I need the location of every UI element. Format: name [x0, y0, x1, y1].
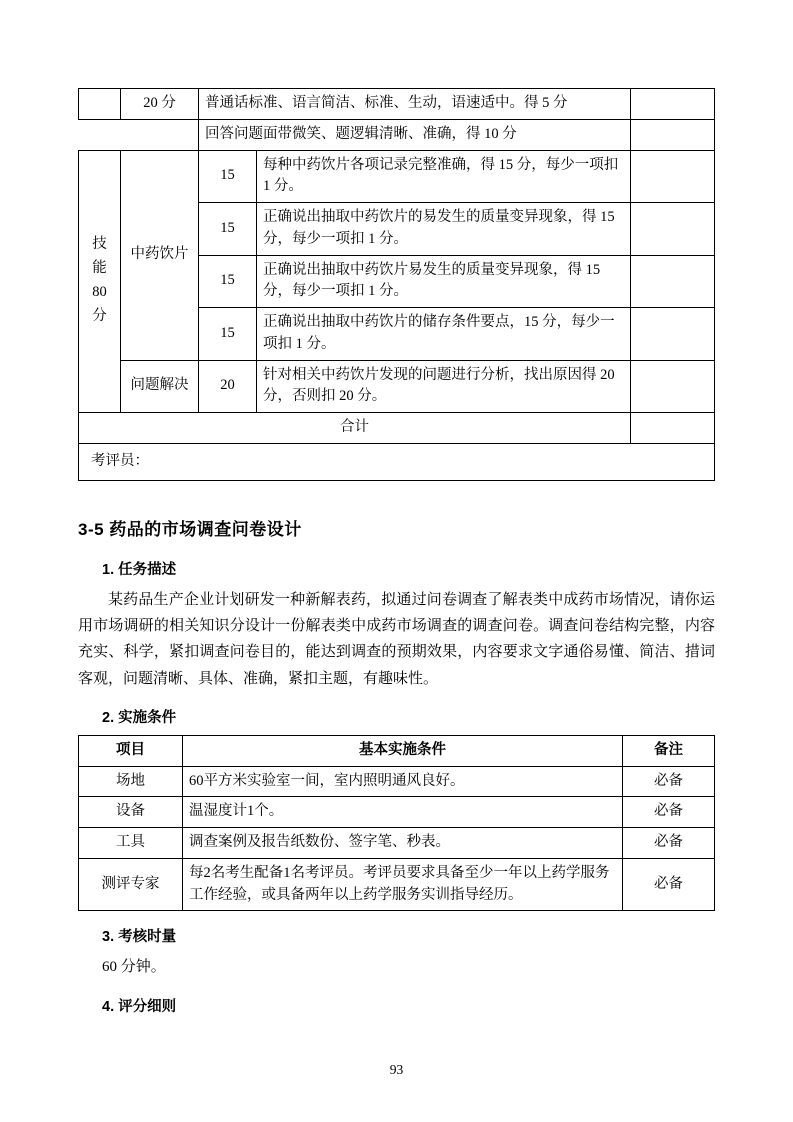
- score-cell-desc: 针对相关中药饮片发现的问题进行分析，找出原因得 20 分，否则扣 20 分。: [257, 360, 631, 413]
- score-cell-desc: 正确说出抽取中药饮片的储存条件要点，15 分，每少一项扣 1 分。: [257, 308, 631, 361]
- score-cell-points: 20: [199, 360, 257, 413]
- table-row: [79, 360, 715, 413]
- score-cell-desc: 正确说出抽取中药饮片易发生的质量变异现象，得 15 分，每少一项扣 1 分。: [257, 255, 631, 308]
- table-row: [79, 828, 715, 859]
- conditions-table: [78, 735, 715, 912]
- score-cell-desc: 普通话标准、语言简洁、标准、生动，语速适中。得 5 分: [199, 89, 631, 120]
- page-number: 93: [389, 1062, 404, 1077]
- subsection-scoring-title: 4. 评分细则: [102, 998, 177, 1015]
- score-cell-points: 15: [199, 150, 257, 203]
- table-row: [79, 150, 715, 203]
- conditions-cell-condition: 每2名考生配备1名考评员。考评员要求具备至少一年以上药学服务工作经验，或具备两年以上药学服务实训指导经历。: [183, 858, 623, 911]
- column-header-condition: 基本实施条件: [183, 735, 623, 766]
- subsection-duration-title: 3. 考核时量: [102, 929, 177, 946]
- score-cell-item: 20 分: [121, 89, 199, 120]
- score-cell-desc: 每种中药饮片各项记录完整准确，得 15 分，每少一项扣 1 分。: [257, 150, 631, 203]
- conditions-cell-condition: 温湿度计1个。: [183, 797, 623, 828]
- score-cell-desc: 正确说出抽取中药饮片的易发生的质量变异现象，得 15 分，每少一项扣 1 分。: [257, 203, 631, 256]
- column-header-note: 备注: [623, 735, 715, 766]
- score-cell-desc: 回答问题面带微笑、题逻辑清晰、准确，得 10 分: [199, 119, 631, 150]
- conditions-cell-project: 场地: [79, 766, 183, 797]
- score-cell-note: [631, 89, 715, 120]
- conditions-cell-note: 必备: [623, 766, 715, 797]
- score-total-label: 合计: [79, 413, 631, 444]
- score-cell-points: 15: [199, 255, 257, 308]
- score-cell-item-problem: 问题解决: [121, 360, 199, 413]
- conditions-cell-note: 必备: [623, 858, 715, 911]
- table-row-total: [79, 413, 715, 444]
- subsection-task-description-title: 1. 任务描述: [102, 561, 177, 578]
- score-cell-category: [79, 89, 121, 120]
- conditions-cell-project: 设备: [79, 797, 183, 828]
- table-row: [79, 119, 715, 150]
- score-cell-note: [631, 360, 715, 413]
- table-header-row: [79, 735, 715, 766]
- section-title: 3-5 药品的市场调查问卷设计: [78, 519, 302, 539]
- table-row-examiner: [79, 443, 715, 480]
- table-row: [79, 858, 715, 911]
- conditions-cell-note: 必备: [623, 828, 715, 859]
- conditions-cell-project: 测评专家: [79, 858, 183, 911]
- conditions-cell-condition: 60平方米实验室一间，室内照明通风良好。: [183, 766, 623, 797]
- score-cell-note: [631, 203, 715, 256]
- conditions-cell-project: 工具: [79, 828, 183, 859]
- table-row: [79, 797, 715, 828]
- score-cell-note: [631, 308, 715, 361]
- conditions-cell-note: 必备: [623, 797, 715, 828]
- score-cell-item-herb: 中药饮片: [121, 150, 199, 360]
- table-row: [79, 766, 715, 797]
- score-table: [78, 88, 715, 481]
- table-row: [79, 89, 715, 120]
- score-cell-note: [631, 119, 715, 150]
- score-cell-points: 15: [199, 203, 257, 256]
- column-header-project: 项目: [79, 735, 183, 766]
- conditions-cell-condition: 调查案例及报告纸数份、签字笔、秒表。: [183, 828, 623, 859]
- score-cell-points: 15: [199, 308, 257, 361]
- task-description-body: 某药品生产企业计划研发一种新解表药，拟通过问卷调查了解表类中成药市场情况，请你运用市场调研的相关知识分设计一份解表类中成药市场调查的调查问卷。调查问卷结构完整，内容充实、科学，紧扣调查问卷目的，能达到调查的预期效果，内容要求文字通俗易懂、简洁、措词客观，问题清晰、具体、准确，紧扣主题，有趣味性。: [78, 591, 715, 687]
- score-cell-note: [631, 255, 715, 308]
- examiner-label: 考评员：: [79, 443, 715, 480]
- subsection-conditions-title: 2. 实施条件: [102, 709, 177, 726]
- score-cell-note: [631, 150, 715, 203]
- score-total-value: [631, 413, 715, 444]
- score-cell-spacer: [79, 119, 199, 150]
- duration-body: 60 分钟。: [102, 959, 166, 976]
- score-cell-category-skill: 技 能 80 分: [79, 150, 121, 413]
